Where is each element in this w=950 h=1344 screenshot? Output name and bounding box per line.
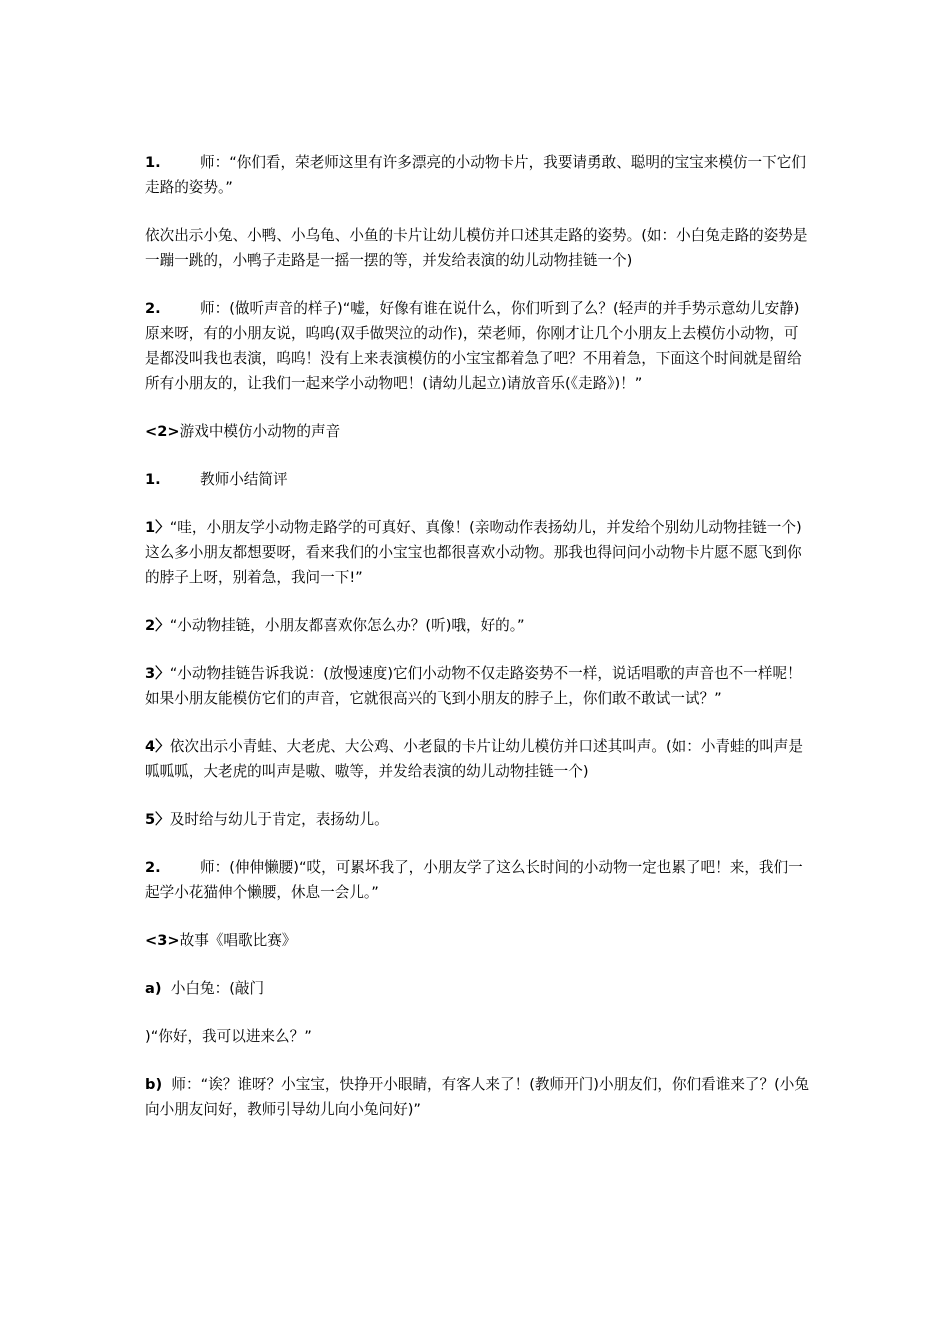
paragraph-4: [145, 467, 813, 492]
paragraph-text: 师：“你们看，荣老师这里有许多漂亮的小动物卡片，我要请勇敢、聪明的宝宝来模仿一下它们走路的姿势。”: [145, 154, 806, 196]
paragraph-1: [145, 150, 813, 200]
story-text: )“你好，我可以进来么？”: [145, 1028, 312, 1045]
list-text: “小动物挂链告诉我说：(放慢速度)它们小动物不仅走路姿势不一样，说话唱歌的声音也不一样呢！如果小朋友能模仿它们的声音，它就很高兴的飞到小朋友的脖子上，你们敢不敢试一试？”: [145, 665, 802, 707]
paragraph-text: 师：(伸伸懒腰)“哎，可累坏我了，小朋友学了这么长时间的小动物一定也累了吧！来，我们一起学小花猫伸个懒腰，休息一会儿。”: [145, 859, 803, 901]
list-text: “小动物挂链，小朋友都喜欢你怎么办？(听)哦，好的。”: [169, 617, 525, 634]
story-line-a: [145, 976, 813, 1001]
list-item-1: [145, 515, 813, 590]
list-number: 5〉: [145, 811, 170, 828]
story-line-continued: [145, 1024, 813, 1049]
story-line-b: [145, 1072, 813, 1122]
paragraph-text: 教师小结简评: [200, 471, 288, 488]
paragraph-3: [145, 296, 813, 396]
story-text: 小白兔：(敲门: [170, 980, 265, 997]
paragraph-2: [145, 223, 813, 273]
story-text: 师：“诶？谁呀？小宝宝，快挣开小眼睛，有客人来了！(教师开门)小朋友们，你们看谁来了？(小兔向小朋友问好，教师引导幼儿向小兔问好)”: [145, 1076, 809, 1118]
section-title: 游戏中模仿小动物的声音: [179, 423, 341, 440]
paragraph-text: 依次出示小兔、小鸭、小乌龟、小鱼的卡片让幼儿模仿并口述其走路的姿势。(如：小白兔走路的姿势是一蹦一跳的，小鸭子走路是一摇一摆的等，并发给表演的幼儿动物挂链一个): [145, 227, 808, 269]
document-body: [145, 150, 813, 1145]
section-heading-2: [145, 419, 813, 444]
list-item-2: [145, 613, 813, 638]
list-item-5: [145, 807, 813, 832]
paragraph-text: 师：(做听声音的样子)“嘘，好像有谁在说什么，你们听到了么？(轻声的并手势示意幼儿安静)原来呀，有的小朋友说，呜呜(双手做哭泣的动作)，荣老师，你刚才让几个小朋友上去模仿小动物，可是都没叫我也表演，呜呜！没有上来表演模仿的小宝宝都着急了吧？不用着急，下面这个时间就是留给所有小朋友的，让我们一起来学小动物吧！(请幼儿起立)请放音乐(《走路》)！”: [145, 300, 802, 392]
section-number: <3>: [145, 932, 180, 949]
paragraph-number: 1.: [145, 154, 161, 171]
section-title: 故事《唱歌比赛》: [179, 932, 297, 949]
list-item-3: [145, 661, 813, 711]
list-number: 4〉: [145, 738, 170, 755]
list-number: 1〉: [145, 519, 170, 536]
list-text: “哇，小朋友学小动物走路学的可真好、真像！(亲吻动作表扬幼儿，并发给个别幼儿动物挂链一个)这么多小朋友都想要呀，看来我们的小宝宝也都很喜欢小动物。那我也得问问小动物卡片愿不愿飞到你的脖子上呀，别着急，我问一下!”: [145, 519, 802, 586]
section-number: <2>: [145, 423, 180, 440]
paragraph-number: 1.: [145, 471, 161, 488]
list-number: 2〉: [145, 617, 170, 634]
paragraph-number: 2.: [145, 859, 161, 876]
story-label: b): [145, 1076, 163, 1093]
list-number: 3〉: [145, 665, 170, 682]
list-text: 依次出示小青蛙、大老虎、大公鸡、小老鼠的卡片让幼儿模仿并口述其叫声。(如：小青蛙的叫声是呱呱呱，大老虎的叫声是嗷、嗷等，并发给表演的幼儿动物挂链一个): [145, 738, 803, 780]
story-label: a): [145, 980, 162, 997]
paragraph-number: 2.: [145, 300, 161, 317]
section-heading-3: [145, 928, 813, 953]
list-item-4: [145, 734, 813, 784]
paragraph-5: [145, 855, 813, 905]
list-text: 及时给与幼儿于肯定，表扬幼儿。: [169, 811, 389, 828]
